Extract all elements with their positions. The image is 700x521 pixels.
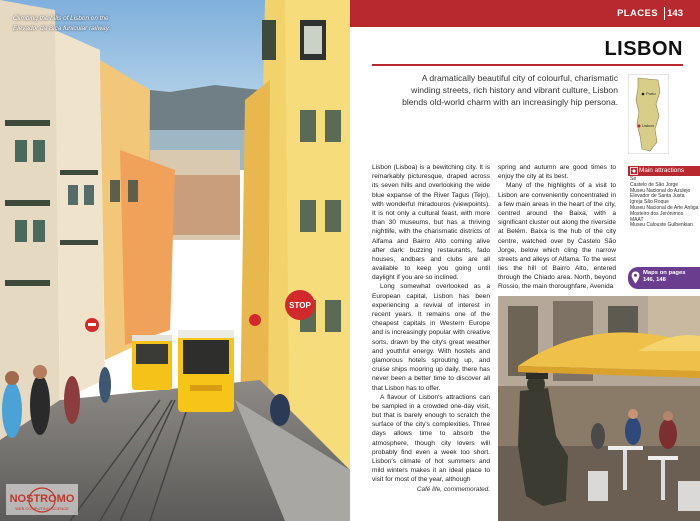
body-paragraph: A flavour of Lisbon's attractions can be sampled in a crowded one-day visit, but that is barely enough to scratch the surface of the city's complexities. Three days allows time to absorb the atmosphere, though city lovers will probably find even a week too short. Lisbon's climate of hot summers and mild winters makes it an ideal place to visit for most of the year, although — [372, 393, 490, 484]
cafe-statue-photo — [498, 296, 700, 521]
attraction-icon — [630, 167, 638, 175]
section-name: PLACES — [617, 8, 658, 19]
stop-sign — [283, 296, 317, 314]
attraction-item: Sé — [630, 176, 637, 182]
maps-reference-label — [643, 270, 699, 285]
stop-sign-text: STOP — [289, 301, 311, 310]
body-text-column-1 — [372, 163, 490, 485]
maps-reference-line1: Maps on pages — [643, 270, 686, 276]
body-paragraph: Long somewhat overlooked as a European capital, Lisbon has been experiencing a revival of interest in recent years. It remains one of the cheapest capitals in Western Europe and is increasingly popular with creative sorts, drawn by the city's great weather and youthful energy. With hostels and glamorous hotels sprouting up, and cruise ships mooring up daily, there has never been a better time to discover all that Lisbon has to offer. — [372, 283, 490, 392]
svg-text:NOSTROMO: NOSTROMO — [9, 493, 75, 505]
maps-reference-box — [628, 267, 700, 289]
nostromo-watermark-logo — [6, 484, 78, 515]
map-pin-icon — [631, 271, 640, 284]
attraction-item: Museu Nacional de Arte Antiga — [630, 204, 699, 211]
attraction-item: Igreja São Roque — [630, 199, 669, 206]
left-photo-caption: Climbing the hills of Lisbon on the Elevador da Bica funicular railway. — [13, 15, 111, 32]
main-attractions-label: Main attractions — [639, 167, 685, 174]
header-separator — [664, 7, 665, 20]
attraction-item: Elevador de Santa Justa — [630, 193, 685, 200]
main-attractions-heading — [628, 166, 700, 176]
body-paragraph: Many of the highlights of a visit to Lisbon are conveniently concentrated in a few main areas in the heart of the city, centred around the Baixa, with a significant cluster out along the riverside at Belém. Baixa is the hub of the city centre, watched over by Castelo São Jorge, below which cling the narrow streets and alleys of Alfama. To the west lies the hill of Bairro Alto, entered through the Chiado area. North, beyond Rossio, the main thoroughfare, Avenida — [498, 182, 616, 291]
intro-paragraph: A dramatically beautiful city of colourful, charismatic winding streets, rich history and vibrant culture, Lisbon blends old-world charm with an increasingly hip persona. — [402, 73, 618, 108]
cafe-photo-caption: Café life, commemorated. — [416, 486, 490, 493]
map-label-porto: Porto — [646, 91, 656, 96]
attraction-item: Castelo de São Jorge — [630, 181, 679, 188]
right-page — [350, 0, 700, 521]
attraction-item: Museu Nacional do Azulejo — [630, 187, 691, 194]
maps-reference-pages: 146, 148 — [643, 277, 666, 284]
body-text-column-2 — [498, 163, 616, 292]
body-paragraph: Lisbon (Lisboa) is a bewitching city. It is remarkably picturesque, draped across its seven hills and overlooking the wide blue expanse of the River Tagus (Tejo), with wonderful miradouros (viewpoints). It is not only a cultural feast, with more than 30 museums, but has a thriving nightlife, with the charismatic districts of Alfama and Bairro Alto coming alive after dark: buzzing restaurants, fado houses, andbars and clubs are all available to keep you going until daylight if you are so inclined. — [372, 164, 490, 282]
map-label-lisbon: Lisbon — [642, 123, 654, 128]
page-title: LISBON — [604, 38, 683, 60]
body-paragraph: spring and autumn are good times to enjoy the city at its best. — [498, 164, 616, 181]
attraction-item: Museu Calouste Gulbenkian — [630, 222, 693, 229]
running-header-bar — [350, 0, 700, 27]
portugal-locator-map — [628, 74, 669, 154]
title-rule — [372, 64, 683, 66]
attractions-list — [628, 177, 700, 229]
svg-text:WEB COMPUTING SCIENCE: WEB COMPUTING SCIENCE — [15, 506, 69, 511]
page-number: 143 — [667, 8, 683, 19]
attraction-item: MAAT — [630, 216, 644, 223]
attraction-item: Mosteiro dos Jerónimos — [630, 210, 684, 217]
